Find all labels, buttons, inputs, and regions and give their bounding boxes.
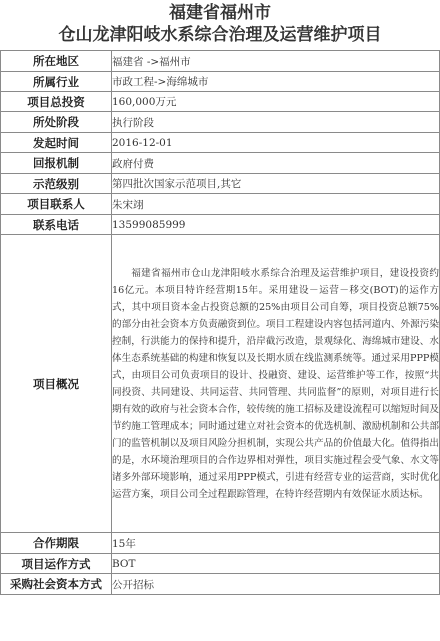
project-info-table: [0, 50, 440, 595]
table-row: [1, 174, 440, 194]
overview-label: 项目概况: [1, 235, 112, 533]
table-row: [1, 112, 440, 133]
row-value: BOT: [112, 554, 440, 574]
row-value: 2016-12-01: [112, 133, 440, 153]
row-value: 公开招标: [112, 574, 440, 595]
row-label: 所属行业: [1, 72, 112, 92]
overview-cell: [112, 235, 440, 533]
table-row: [1, 574, 440, 595]
title-block: [0, 0, 440, 50]
table-row: [1, 215, 440, 235]
row-label: 采购社会资本方式: [1, 574, 112, 595]
table-row: [1, 153, 440, 174]
table-row-overview: [1, 235, 440, 533]
row-value: 政府付费: [112, 153, 440, 174]
row-label: 联系电话: [1, 215, 112, 235]
row-value: 执行阶段: [112, 112, 440, 133]
row-label: 合作期限: [1, 533, 112, 554]
table-row: [1, 554, 440, 574]
row-label: 项目运作方式: [1, 554, 112, 574]
row-label: 项目总投资: [1, 92, 112, 112]
page-title-project: 仓山龙津阳岐水系综合治理及运营维护项目: [58, 25, 382, 45]
table-row: [1, 133, 440, 153]
row-label: 示范级别: [1, 174, 112, 194]
table-row: [1, 72, 440, 92]
row-label: 发起时间: [1, 133, 112, 153]
page-title-region: 福建省福州市: [169, 3, 271, 23]
overview-text: 福建省福州市仓山龙津阳岐水系综合治理及运营维护项目，建设投资约16亿元。本项目特许经营期15年。采用建设－运营－移交(BOT)的运作方式，其中项目资本金占投资总额的25%由项目公司自筹，项目投资总额75%的部分由社会资本方负责融资到位。项目工程建设内容包括河道内、外源污染控制，行洪能力的保持和提升，沿岸截污改造，景观绿化、海绵城市建设、水体生态系统基础的构建和恢复以及长期水质在线监测系统等。通过采用PPP模式，由项目公司负责项目的设计、投融资、建设、运营维护等工作，按照“共同投资、共同建设、共同运营、共同管理、共同监督”的原则，对项目进行长期有效的政府与社会资本合作，较传统的施工招标及建设流程可以缩短时间及节约施工管理成本；同时通过建立对社会资本的优选机制、激励机制和公共部门的监管机制以及项目风险分担机制，实现公共产品的价值最大化。值得指出的是，水环境治理项目的合作边界相对弹性，项目实施过程会受气象、水文等诸多外部环境影响，通过采用PPP模式，引进有经营专业的运营商，实时优化运营方案，项目公司全过程跟踪管理，在特许经营期内有效保证水质达标。: [112, 267, 439, 500]
table-row: [1, 51, 440, 72]
row-value: 朱宋翊: [112, 194, 440, 215]
row-value: 市政工程->海绵城市: [112, 72, 440, 92]
row-value: 160,000万元: [112, 92, 440, 112]
row-label: 回报机制: [1, 153, 112, 174]
row-label: 所处阶段: [1, 112, 112, 133]
row-value: 15年: [112, 533, 440, 554]
row-value: 福建省 ->福州市: [112, 51, 440, 72]
row-value: 13599085999: [112, 215, 440, 235]
table-row: [1, 92, 440, 112]
row-label: 项目联系人: [1, 194, 112, 215]
row-label: 所在地区: [1, 51, 112, 72]
table-row: [1, 533, 440, 554]
row-value: 第四批次国家示范项目,其它: [112, 174, 440, 194]
table-row: [1, 194, 440, 215]
